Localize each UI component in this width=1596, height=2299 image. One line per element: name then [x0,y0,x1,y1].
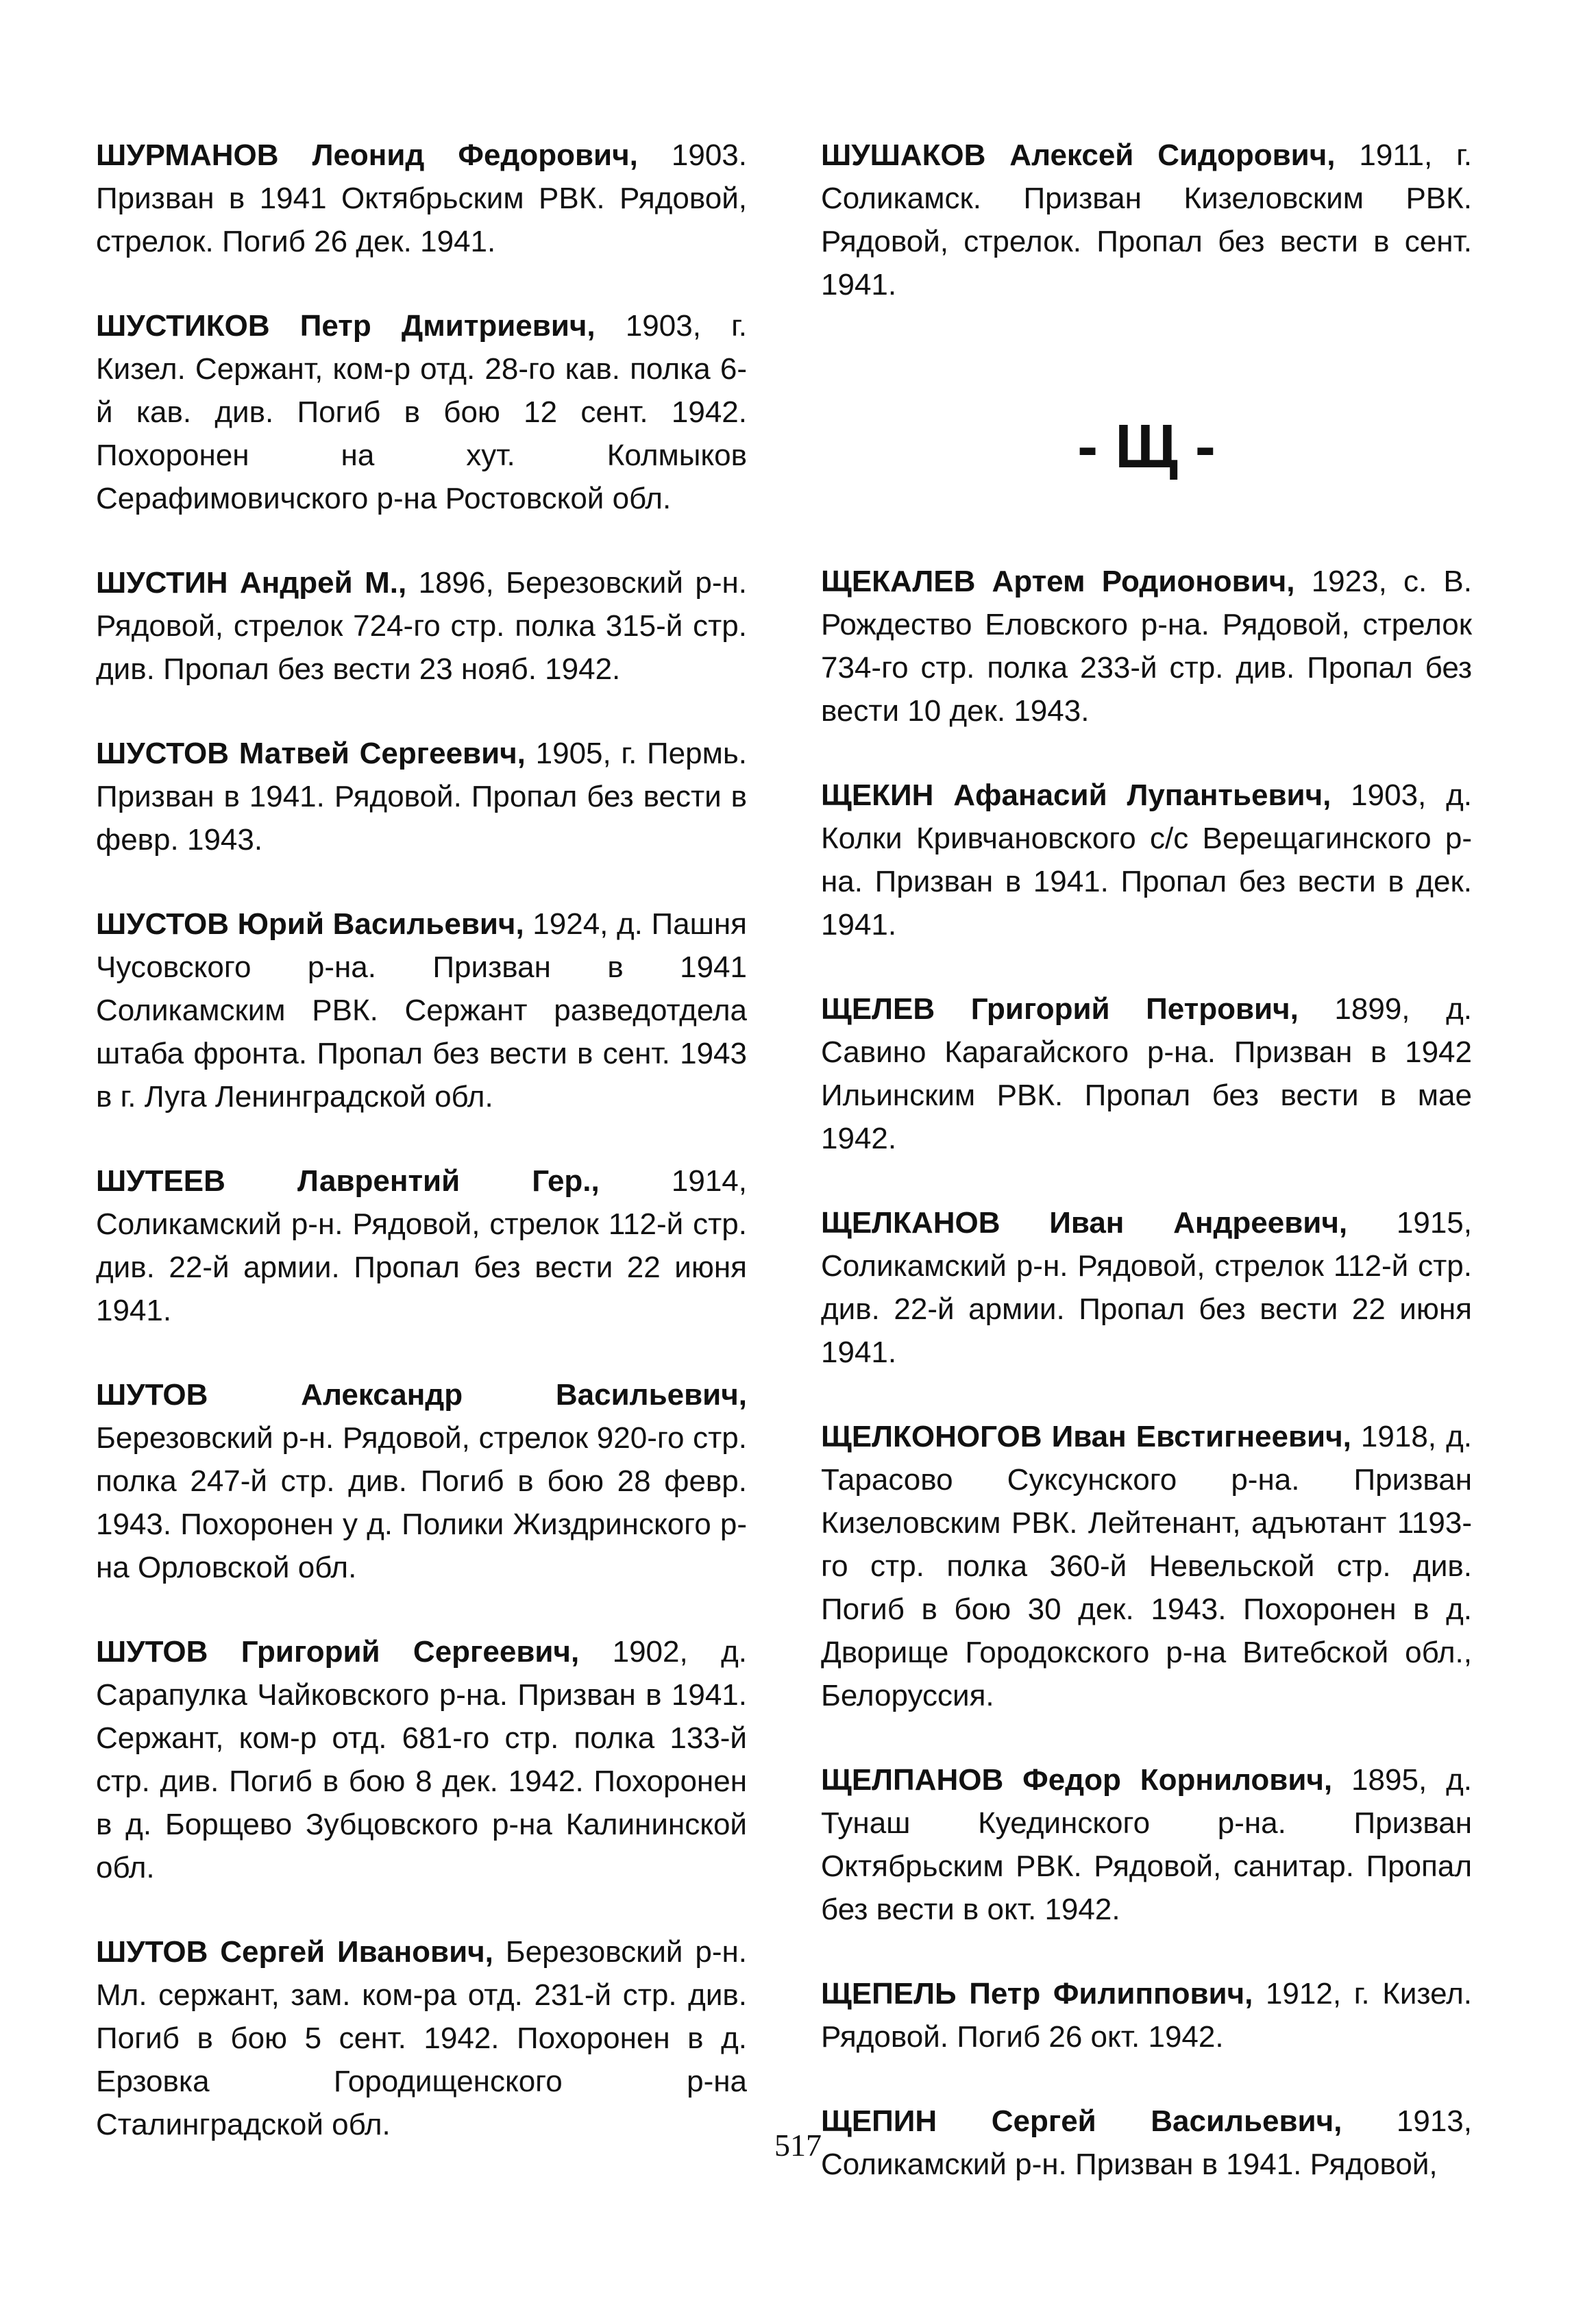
entry-name: ШУТОВ Сергей Иванович, [96,1935,493,1969]
entry [821,774,1472,946]
entry-name: ЩЕКИН Афанасий Лупантьевич, [821,778,1331,812]
entry-name: ШУТЕЕВ Лаврентий Гер., [96,1164,600,1198]
entry [96,1159,747,1332]
section-heading: - Щ - [1077,413,1216,481]
entry-name: ШУСТИН Андрей М., [96,566,407,600]
entry-text: 1895, д. Тунаш Куединского р-на. Призван Октябрьским РВК. Рядовой, санитар. Пропал без вести в окт. 1942. [821,1763,1472,1926]
left-column [96,134,747,2146]
entry [96,1930,747,2146]
entry-text: 1899, д. Савино Карагайского р-на. Призван в 1942 Ильинским РВК. Пропал без вести в мае 1942. [821,992,1472,1155]
entry-text: 1911, г. Соликамск. Призван Кизеловским РВК. Рядовой, стрелок. Пропал без вести в сент. 1941. [821,138,1472,302]
entry [96,561,747,691]
entry [96,732,747,861]
entry [821,134,1472,306]
entry-name: ШУТОВ Григорий Сергеевич, [96,1635,580,1669]
entry-name: ШУТОВ Александр Васильевич, [96,1378,747,1412]
entry-text: Березовский р-н. Мл. сержант, зам. ком-ра отд. 231-й стр. див. Погиб в бою 5 сент. 1942. Похоронен в д. Ерзовка Городищенского р-на Сталинградской обл. [96,1935,747,2141]
entry [96,134,747,263]
entry-text: 1918, д. Тарасово Суксунского р-на. Призван Кизеловским РВК. Лейтенант, адъютант 1193-го стр. полка 360-й Невельской стр. див. Погиб в бою 30 дек. 1943. Похоронен в д. Дворище Городокского р-на Витебской обл., Белоруссия. [821,1420,1472,1712]
entry-name: ШУШАКОВ Алексей Сидорович, [821,138,1336,172]
entry [821,987,1472,1160]
entry-name: ЩЕЛПАНОВ Федор Корнилович, [821,1763,1333,1797]
right-column [821,134,1472,2186]
entry-name: ЩЕЛЕВ Григорий Петрович, [821,992,1299,1026]
entry-text: 1924, д. Пашня Чусовского р-на. Призван в 1941 Соликамским РВК. Сержант разведотдела штаба фронта. Пропал без вести в сент. 1943 в г. Луга Ленинградской обл. [96,907,747,1114]
entry [821,1758,1472,1931]
entry-name: ШУСТОВ Юрий Васильевич, [96,907,524,941]
entry-name: ШУСТИКОВ Петр Дмитриевич, [96,309,596,343]
entry [96,304,747,520]
entry-text: 1912, г. Кизел. Рядовой. Погиб 26 окт. 1942. [821,1977,1473,2054]
entry-name: ШУСТОВ Матвей Сергеевич, [96,737,526,770]
entry-text: 1914, Соликамский р-н. Рядовой, стрелок 112-й стр. див. 22-й армии. Пропал без вести 22 июня 1941. [96,1164,747,1327]
entry [96,1373,747,1589]
entry-name: ЩЕЛКОНОГОВ Иван Евстигнеевич, [821,1420,1351,1453]
entry-name: ЩЕЛКАНОВ Иван Андреевич, [821,1206,1348,1240]
entry-text: 1915, Соликамский р-н. Рядовой, стрелок 112-й стр. див. 22-й армии. Пропал без вести 22 июня 1941. [821,1206,1472,1369]
entry [821,1201,1472,1374]
entry [821,1972,1472,2058]
entry-text: Березовский р-н. Рядовой, стрелок 920-го стр. полка 247-й стр. див. Погиб в бою 28 февр. 1943. Похоронен у д. Полики Жиздринского р-на Орловской обл. [96,1421,747,1584]
entry-text: 1903, д. Колки Кривчановского с/с Верещагинского р-на. Призван в 1941. Пропал без вести в дек. 1941. [821,778,1472,942]
entry-name: ЩЕКАЛЕВ Артем Родионович, [821,565,1295,598]
page-number: 517 [774,2128,822,2163]
entry-text: 1903. Призван в 1941 Октябрьским РВК. Рядовой, стрелок. Погиб 26 дек. 1941. [96,138,747,258]
entry [821,1415,1472,1717]
entry [821,560,1472,733]
entry-text: 1905, г. Пермь. Призван в 1941. Рядовой. Пропал без вести в февр. 1943. [96,737,748,857]
entry-name: ЩЕПИН Сергей Васильевич, [821,2104,1342,2138]
entry-name: ЩЕПЕЛЬ Петр Филиппович, [821,1977,1253,2011]
entry-text: 1913, Соликамский р-н. Призван в 1941. Рядовой, [821,2104,1472,2181]
entry-name: ШУРМАНОВ Леонид Федорович, [96,138,638,172]
entry [96,1630,747,1889]
entry-text: 1903, г. Кизел. Сержант, ком-р отд. 28-го кав. полка 6-й кав. див. Погиб в бою 12 сент. 1942. Похоронен на хут. Колмыков Серафимовичского р-на Ростовской обл. [96,309,747,515]
entry-text: 1896, Березовский р-н. Рядовой, стрелок 724-го стр. полка 315-й стр. див. Пропал без вести 23 нояб. 1942. [96,566,747,686]
entry-text: 1902, д. Сарапулка Чайковского р-на. Призван в 1941. Сержант, ком-р отд. 681-го стр. полка 133-й стр. див. Погиб в бою 8 дек. 1942. Похоронен в д. Борщево Зубцовского р-на Калининской обл. [96,1635,747,1884]
entry-text: 1923, с. В. Рождество Еловского р-на. Рядовой, стрелок 734-го стр. полка 233-й стр. див. Пропал без вести 10 дек. 1943. [821,565,1472,728]
entry [96,902,747,1118]
